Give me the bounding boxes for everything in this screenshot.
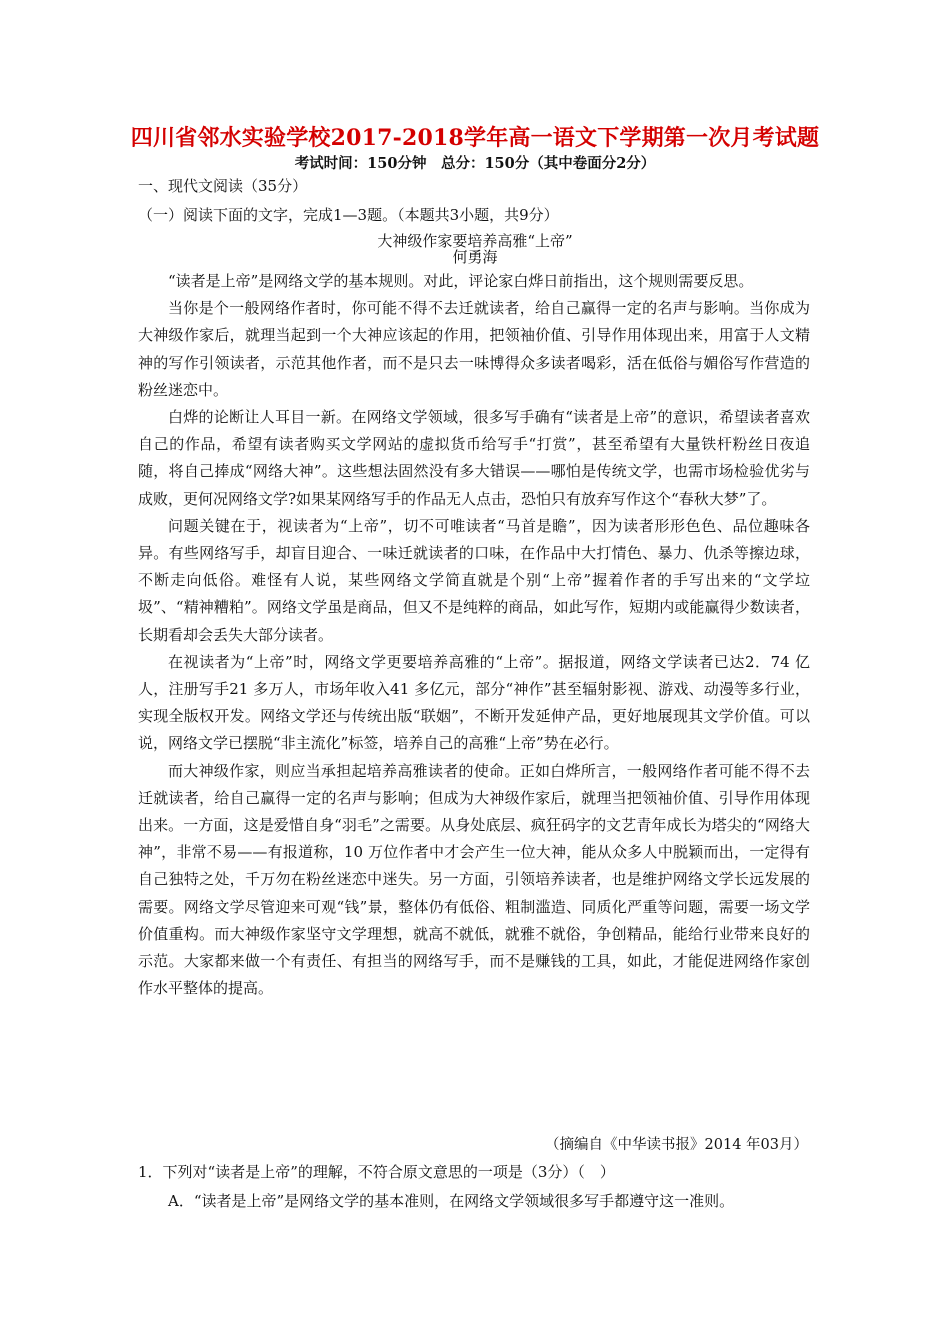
article-body (138, 268, 810, 1002)
article-paragraph: 白烨的论断让人耳目一新。在网络文学领域，很多写手确有“读者是上帝”的意识，希望读者喜欢自己的作品，希望有读者购买文学网站的虚拟货币给写手“打赏”，甚至希望有大量铁杆粉丝日夜追随，将自己捧成“网络大神”。这些想法固然没有多大错误——哪怕是传统文学，也需市场检验优劣与成败，更何况网络文学?如果某网络写手的作品无人点击，恐怕只有放弃写作这个“春秋大梦”了。 (138, 408, 810, 508)
article-paragraph: 当你是个一般网络作者时，你可能不得不去迁就读者，给自己赢得一定的名声与影响。当你成为大神级作家后，就理当起到一个大神应该起的作用，把领袖价值、引导作用体现出来，用富于人文精神的写作引领读者，示范其他作者，而不是只去一味博得众多读者喝彩，活在低俗与媚俗写作营造的粉丝迷恋中。 (138, 299, 810, 399)
article-paragraph: “读者是上帝”是网络文学的基本规则。对此，评论家白烨日前指出，这个规则需要反思。 (168, 272, 754, 290)
question-option-a: A．“读者是上帝”是网络文学的基本准则，在网络文学领域很多写手都遵守这一准则。 (168, 1192, 735, 1210)
reading-instructions: （一）阅读下面的文字，完成1—3题。（本题共3小题，共9分） (138, 206, 559, 224)
article-author: 何勇海 (452, 248, 498, 266)
article-paragraph: 问题关键在于，视读者为“上帝”，切不可唯读者“马首是瞻”，因为读者形形色色、品位趣味各异。有些网络写手，却盲目迎合、一味迁就读者的口味，在作品中大打情色、暴力、仇杀等擦边球，不断走向低俗。难怪有人说，某些网络文学简直就是个别“上帝”握着作者的手写出来的“文学垃圾”、“精神糟粕”。网络文学虽是商品，但又不是纯粹的商品，如此写作，短期内或能赢得少数读者，长期看却会丢失大部分读者。 (138, 516, 810, 644)
article-paragraph: 在视读者为“上帝”时，网络文学更要培养高雅的“上帝”。据报道，网络文学读者已达2．74 亿人，注册写手21 多万人，市场年收入41 多亿元，部分“神作”甚至辐射影视、游戏、动漫等多行业，实现全版权开发。网络文学还与传统出版“联姻”，不断开发延伸产品，更好地展现其文学价值。可以说，网络文学已摆脱“非主流化”标签，培养自己的高雅“上帝”势在必行。 (138, 652, 810, 753)
section-heading: 一、现代文阅读（35分） (138, 177, 308, 195)
exam-title: 四川省邻水实验学校2017-2018学年高一语文下学期第一次月考试题 (130, 125, 820, 151)
article-source: （摘编自《中华读书报》2014 年03月） (545, 1137, 808, 1153)
exam-info: 考试时间：150分钟 总分：150分（其中卷面分2分） (294, 155, 656, 172)
article-title: 大神级作家要培养高雅“上帝” (377, 232, 573, 250)
article-paragraph: 而大神级作家，则应当承担起培养高雅读者的使命。正如白烨所言，一般网络作者可能不得不去迁就读者，给自己赢得一定的名声与影响；但成为大神级作家后，就理当把领袖价值、引导作用体现出来。一方面，这是爱惜自身“羽毛”之需要。从身处底层、疯狂码字的文艺青年成长为塔尖的“网络大神”，非常不易——有报道称，10 万位作者中才会产生一位大神，能从众多人中脱颖而出，一定得有自己独特之处，千万勿在粉丝迷恋中迷失。另一方面，引领培养读者，也是维护网络文学长远发展的需要。网络文学尽管迎来可观“钱”景，整体仍有低俗、粗制滥造、同质化严重等问题，需要一场文学价值重构。而大神级作家坚守文学理想，就高不就低，就雅不就俗，争创精品，能给行业带来良好的示范。大家都来做一个有责任、有担当的网络写手，而不是赚钱的工具，如此，才能促进网络作家创作水平整体的提高。 (138, 761, 810, 998)
question-stem: 1．下列对“读者是上帝”的理解，不符合原文意思的一项是（3分）（ ） (138, 1163, 615, 1181)
